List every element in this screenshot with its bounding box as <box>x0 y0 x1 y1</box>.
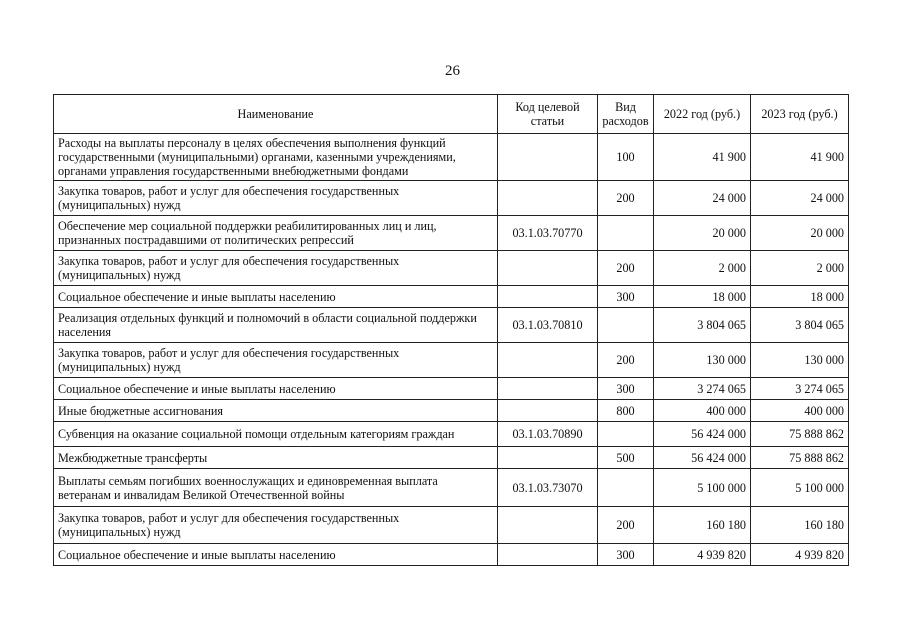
cell-vid: 800 <box>598 400 654 422</box>
table-row <box>54 251 849 286</box>
cell-2023: 41 900 <box>751 134 849 181</box>
cell-2022: 41 900 <box>654 134 751 181</box>
cell-code: 03.1.03.70890 <box>498 422 598 447</box>
cell-2022: 56 424 000 <box>654 447 751 469</box>
table-row <box>54 469 849 507</box>
cell-code <box>498 343 598 378</box>
cell-2023: 400 000 <box>751 400 849 422</box>
table-row <box>54 216 849 251</box>
cell-name: Межбюджетные трансферты <box>54 447 498 469</box>
cell-vid: 300 <box>598 544 654 566</box>
cell-2022: 3 274 065 <box>654 378 751 400</box>
cell-vid: 500 <box>598 447 654 469</box>
cell-2023: 3 804 065 <box>751 308 849 343</box>
cell-name: Закупка товаров, работ и услуг для обеспечения государственных (муниципальных) нужд <box>54 251 498 286</box>
cell-code <box>498 286 598 308</box>
cell-2022: 20 000 <box>654 216 751 251</box>
cell-code <box>498 251 598 286</box>
cell-2022: 18 000 <box>654 286 751 308</box>
cell-name: Выплаты семьям погибших военнослужащих и единовременная выплата ветеранам и инвалидам Великой Отечественной войны <box>54 469 498 507</box>
cell-vid: 200 <box>598 343 654 378</box>
header-code: Код целевой статьи <box>498 95 598 134</box>
table-row <box>54 400 849 422</box>
cell-2023: 160 180 <box>751 507 849 544</box>
cell-2022: 3 804 065 <box>654 308 751 343</box>
cell-2023: 130 000 <box>751 343 849 378</box>
cell-code: 03.1.03.70770 <box>498 216 598 251</box>
header-name: Наименование <box>54 95 498 134</box>
table-row <box>54 422 849 447</box>
cell-2023: 20 000 <box>751 216 849 251</box>
cell-name: Обеспечение мер социальной поддержки реабилитированных лиц и лиц, признанных пострадавшими от политических репрессий <box>54 216 498 251</box>
cell-code <box>498 507 598 544</box>
cell-code <box>498 447 598 469</box>
cell-vid: 200 <box>598 251 654 286</box>
cell-2022: 4 939 820 <box>654 544 751 566</box>
cell-code: 03.1.03.70810 <box>498 308 598 343</box>
table-row <box>54 378 849 400</box>
cell-2023: 3 274 065 <box>751 378 849 400</box>
cell-name: Реализация отдельных функций и полномочий в области социальной поддержки населения <box>54 308 498 343</box>
cell-vid: 300 <box>598 378 654 400</box>
cell-2023: 75 888 862 <box>751 447 849 469</box>
cell-name: Социальное обеспечение и иные выплаты населению <box>54 544 498 566</box>
cell-2022: 400 000 <box>654 400 751 422</box>
cell-2022: 130 000 <box>654 343 751 378</box>
cell-vid <box>598 216 654 251</box>
table-row <box>54 181 849 216</box>
cell-vid <box>598 469 654 507</box>
cell-name: Закупка товаров, работ и услуг для обеспечения государственных (муниципальных) нужд <box>54 181 498 216</box>
table-row <box>54 308 849 343</box>
cell-2023: 4 939 820 <box>751 544 849 566</box>
table-row <box>54 343 849 378</box>
cell-code <box>498 181 598 216</box>
cell-2022: 160 180 <box>654 507 751 544</box>
cell-name: Иные бюджетные ассигнования <box>54 400 498 422</box>
cell-name: Социальное обеспечение и иные выплаты населению <box>54 286 498 308</box>
cell-vid: 200 <box>598 181 654 216</box>
cell-name: Субвенция на оказание социальной помощи отдельным категориям граждан <box>54 422 498 447</box>
cell-name: Социальное обеспечение и иные выплаты населению <box>54 378 498 400</box>
table-row <box>54 447 849 469</box>
cell-vid: 100 <box>598 134 654 181</box>
table-header-row <box>54 95 849 134</box>
header-2022: 2022 год (руб.) <box>654 95 751 134</box>
cell-2022: 56 424 000 <box>654 422 751 447</box>
cell-vid: 200 <box>598 507 654 544</box>
cell-2022: 24 000 <box>654 181 751 216</box>
cell-vid <box>598 308 654 343</box>
cell-code: 03.1.03.73070 <box>498 469 598 507</box>
header-2023: 2023 год (руб.) <box>751 95 849 134</box>
cell-name: Расходы на выплаты персоналу в целях обеспечения выполнения функций государственными (муниципальными) органами, казенными учреждениями, органами управления государственными внебюджетными фондами <box>54 134 498 181</box>
page-number: 26 <box>445 63 460 79</box>
cell-2022: 5 100 000 <box>654 469 751 507</box>
cell-vid <box>598 422 654 447</box>
cell-code <box>498 544 598 566</box>
table-row <box>54 134 849 181</box>
cell-2023: 2 000 <box>751 251 849 286</box>
cell-name: Закупка товаров, работ и услуг для обеспечения государственных (муниципальных) нужд <box>54 507 498 544</box>
cell-2022: 2 000 <box>654 251 751 286</box>
cell-name: Закупка товаров, работ и услуг для обеспечения государственных (муниципальных) нужд <box>54 343 498 378</box>
cell-code <box>498 378 598 400</box>
cell-2023: 18 000 <box>751 286 849 308</box>
cell-vid: 300 <box>598 286 654 308</box>
cell-code <box>498 400 598 422</box>
budget-table <box>53 94 849 566</box>
table-row <box>54 544 849 566</box>
cell-2023: 24 000 <box>751 181 849 216</box>
table-row <box>54 507 849 544</box>
table-row <box>54 286 849 308</box>
cell-2023: 75 888 862 <box>751 422 849 447</box>
header-vid: Вид расходов <box>598 95 654 134</box>
cell-2023: 5 100 000 <box>751 469 849 507</box>
cell-code <box>498 134 598 181</box>
